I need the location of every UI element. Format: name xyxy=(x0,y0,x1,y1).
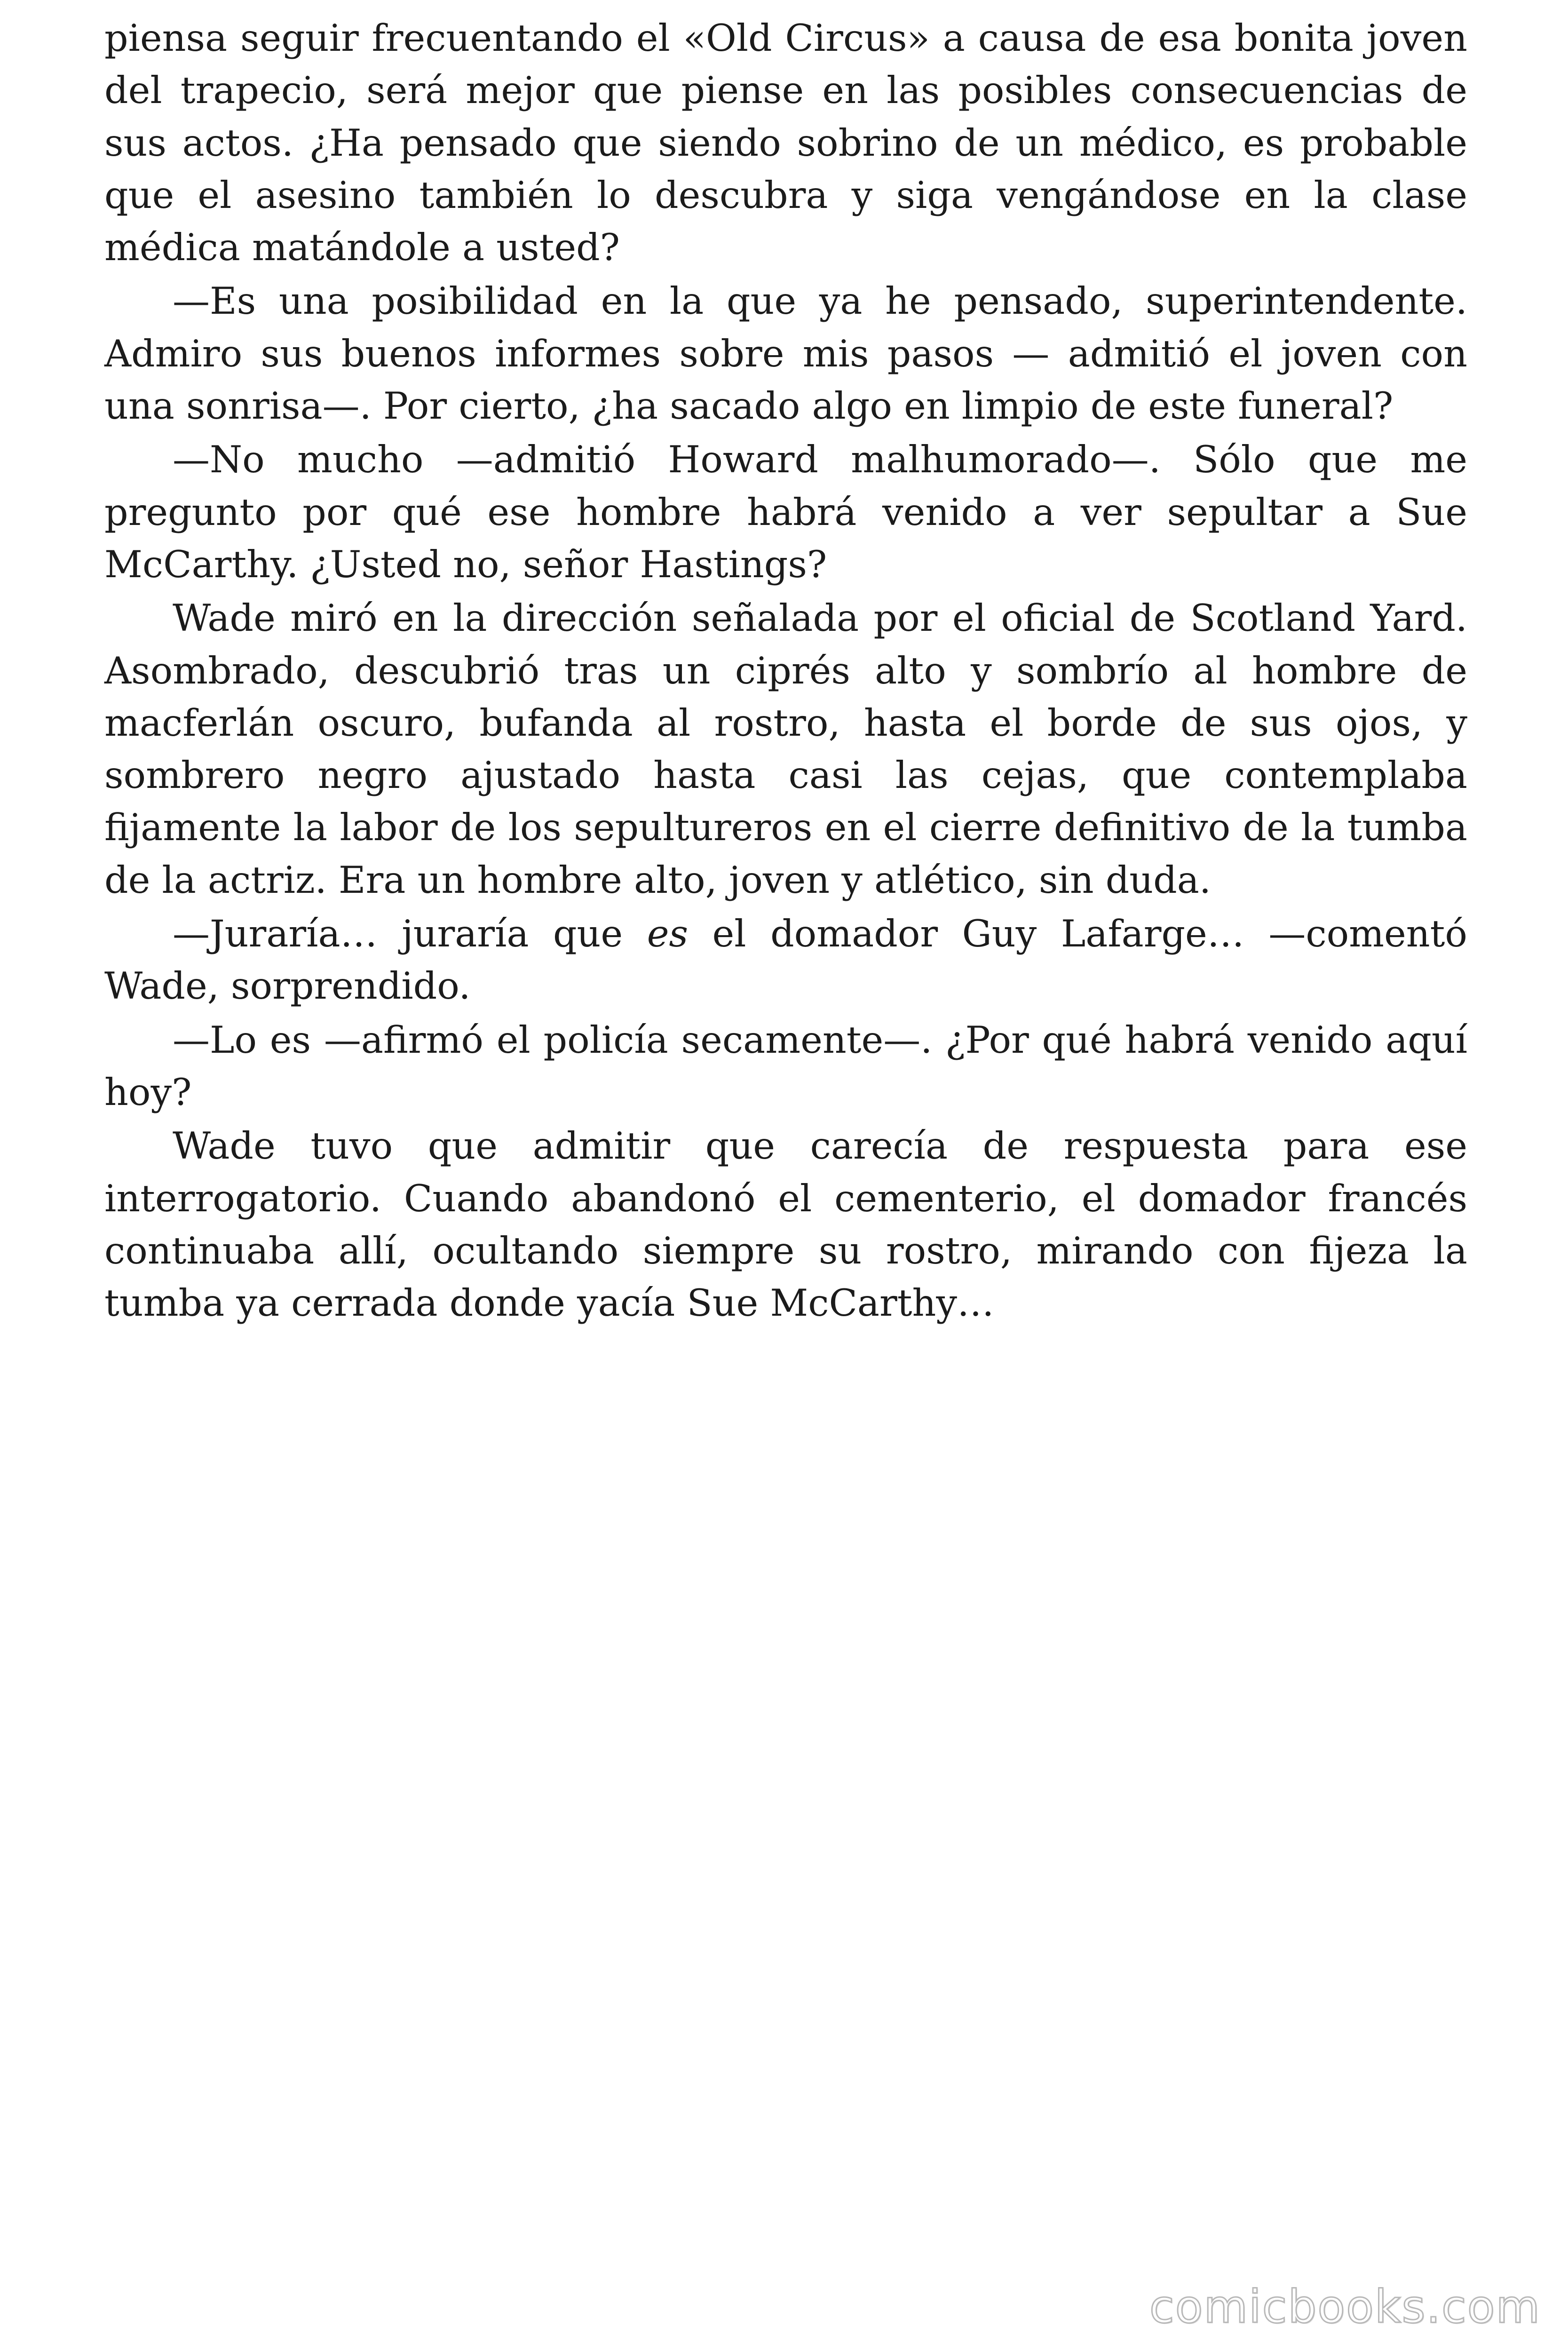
paragraph-continuation: piensa seguir frecuentando el «Old Circus» a causa de esa bonita joven del trapecio, será mejor que piense en las posibles consecuencias de sus actos. ¿Ha pensado que siendo sobrino de un médico, es probable que el asesino también lo descubra y siga vengándose en la clase médica matándole a usted? xyxy=(104,16,1467,270)
paragraph-text-after: el domador Guy Lafarge… —comentó Wade, sorprendido. xyxy=(104,912,1467,1008)
watermark: comicbooks.com xyxy=(1149,2280,1541,2333)
paragraph-narration-ending: Wade tuvo que admitir que carecía de respuesta para ese interrogatorio. Cuando abandonó el cementerio, el domador francés continuaba allí, ocultando siempre su rostro, mirando con fijeza la tumba ya cerrada donde yacía Sue McCarthy… xyxy=(104,1124,1467,1325)
page-body xyxy=(104,12,1467,1331)
paragraph-dialogue-lafarge xyxy=(104,908,1467,1013)
paragraph-dialogue-policeman: —Lo es —afirmó el policía secamente—. ¿Por qué habrá venido aquí hoy? xyxy=(104,1018,1467,1114)
paragraph-dialogue-wade: —Es una posibilidad en la que ya he pensado, superintendente. Admiro sus buenos informes sobre mis pasos — admitió el joven con una sonrisa—. Por cierto, ¿ha sacado algo en limpio de este funeral? xyxy=(104,279,1467,428)
emphasis-word: es xyxy=(647,912,689,956)
paragraph-narration-cemetery: Wade miró en la dirección señalada por el oficial de Scotland Yard. Asombrado, descubrió tras un ciprés alto y sombrío al hombre de macferlán oscuro, bufanda al rostro, hasta el borde de sus ojos, y sombrero negro ajustado hasta casi las cejas, que contemplaba fijamente la labor de los sepultureros en el cierre definitivo de la tumba de la actriz. Era un hombre alto, joven y atlético, sin duda. xyxy=(104,596,1467,902)
paragraph-dialogue-howard: —No mucho —admitió Howard malhumorado—. Sólo que me pregunto por qué ese hombre habrá venido a ver sepultar a Sue McCarthy. ¿Usted no, señor Hastings? xyxy=(104,438,1467,586)
paragraph-text-before: —Juraría… juraría que xyxy=(173,912,647,956)
